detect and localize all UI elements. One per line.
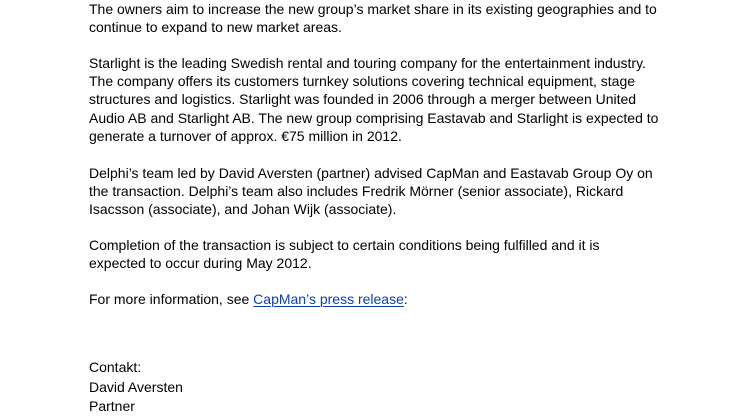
paragraph-line: Audio AB and Starlight AB. The new group comprising Eastavab and Starlight is expected to [89, 109, 659, 126]
paragraph-line: continue to expand to new market areas. [89, 19, 342, 36]
paragraph-line: The owners aim to increase the new group’s market share in its existing geographies and to [89, 1, 657, 17]
paragraph-line: expected to occur during May 2012. [89, 255, 312, 272]
paragraph-line: Starlight is the leading Swedish rental and touring company for the entertainment industry. [89, 55, 646, 71]
press-release-link[interactable]: CapMan’s press release [253, 291, 404, 307]
paragraph-line: the transaction. Delphi’s team also includes Fredrik Mörner (senior associate), Rickard [89, 183, 624, 200]
more-information-suffix: : [403, 291, 408, 307]
paragraph-line: Completion of the transaction is subject to certain conditions being fulfilled and it is [89, 237, 600, 253]
paragraph-starlight [89, 54, 689, 145]
paragraph-delphi-team [89, 164, 689, 219]
more-information-prefix: For more information, see [89, 291, 254, 307]
paragraph-line: Delphi’s team led by David Aversten (partner) advised CapMan and Eastavab Group Oy on [89, 165, 653, 181]
more-information-text [89, 290, 689, 308]
paragraph-line: generate a turnover of approx. €75 million in 2012. [89, 127, 402, 144]
paragraph-line: The company offers its customers turnkey solutions covering technical equipment, stage [89, 73, 636, 90]
contact-name: David Aversten [89, 378, 183, 395]
paragraph-line: structures and logistics. Starlight was founded in 2006 through a merger between United [89, 91, 637, 108]
contact-title: Partner [89, 398, 135, 414]
more-information-line [89, 290, 689, 308]
paragraph-completion [89, 236, 689, 272]
paragraph-market-share [89, 0, 689, 36]
contact-heading: Contakt: [89, 359, 142, 375]
contact-block [89, 358, 689, 417]
paragraph-line: Isacsson (associate), and Johan Wijk (associate). [89, 201, 397, 218]
